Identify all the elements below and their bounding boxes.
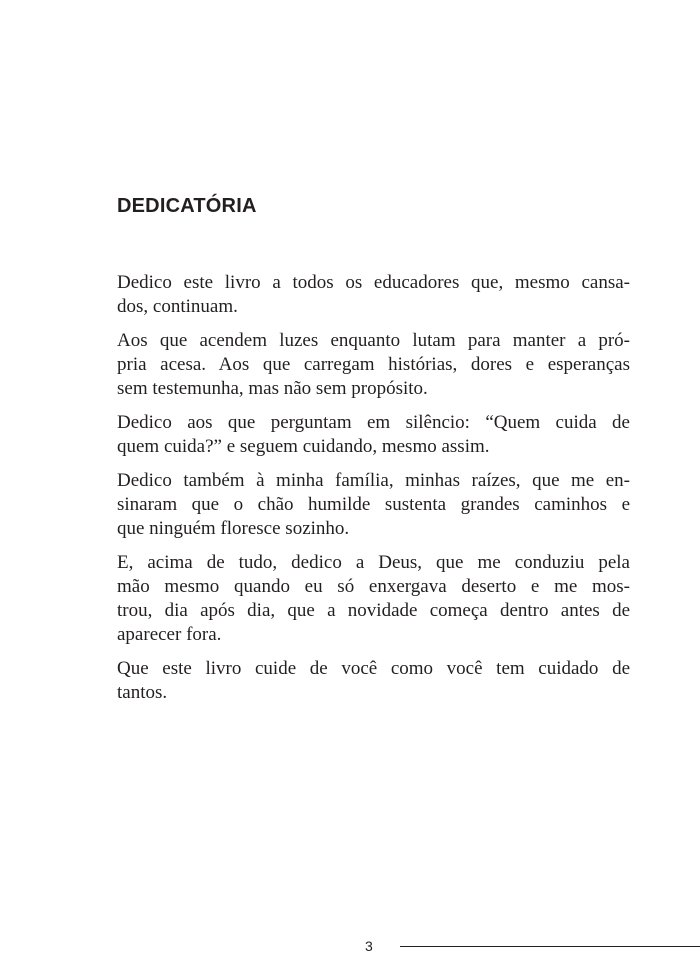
paragraph-3: [117, 411, 630, 459]
paragraph-2: [117, 329, 630, 401]
text-line: Aos que acendem luzes enquanto lutam para manter a pró-: [117, 330, 630, 351]
text-line: aparecer fora.: [117, 624, 222, 645]
text-line: trou, dia após dia, que a novidade começa dentro antes de: [117, 600, 630, 621]
paragraph-6: [117, 657, 630, 705]
text-line: sinaram que o chão humilde sustenta grandes caminhos e: [117, 494, 630, 515]
text-line: mão mesmo quando eu só enxergava deserto e me mos-: [117, 576, 630, 597]
text-line: sem testemunha, mas não sem propósito.: [117, 378, 428, 399]
text-line: quem cuida?” e seguem cuidando, mesmo assim.: [117, 436, 490, 457]
dedication-body: [117, 271, 630, 715]
paragraph-5: [117, 551, 630, 647]
text-line: pria acesa. Aos que carregam histórias, dores e esperanças: [117, 354, 630, 375]
text-line: Dedico aos que perguntam em silêncio: “Quem cuida de: [117, 412, 630, 433]
folio-rule: [400, 946, 700, 947]
page-heading: DEDICATÓRIA: [117, 195, 257, 217]
text-line: que ninguém floresce sozinho.: [117, 518, 350, 539]
text-line: Dedico este livro a todos os educadores que, mesmo cansa-: [117, 272, 630, 293]
text-line: tantos.: [117, 682, 168, 703]
text-line: Dedico também à minha família, minhas raízes, que me en-: [117, 470, 630, 491]
paragraph-4: [117, 469, 630, 541]
text-line: Que este livro cuide de você como você tem cuidado de: [117, 658, 630, 679]
text-line: dos, continuam.: [117, 296, 238, 317]
page-number: 3: [365, 938, 373, 954]
paragraph-1: [117, 271, 630, 319]
text-line: E, acima de tudo, dedico a Deus, que me conduziu pela: [117, 552, 630, 573]
